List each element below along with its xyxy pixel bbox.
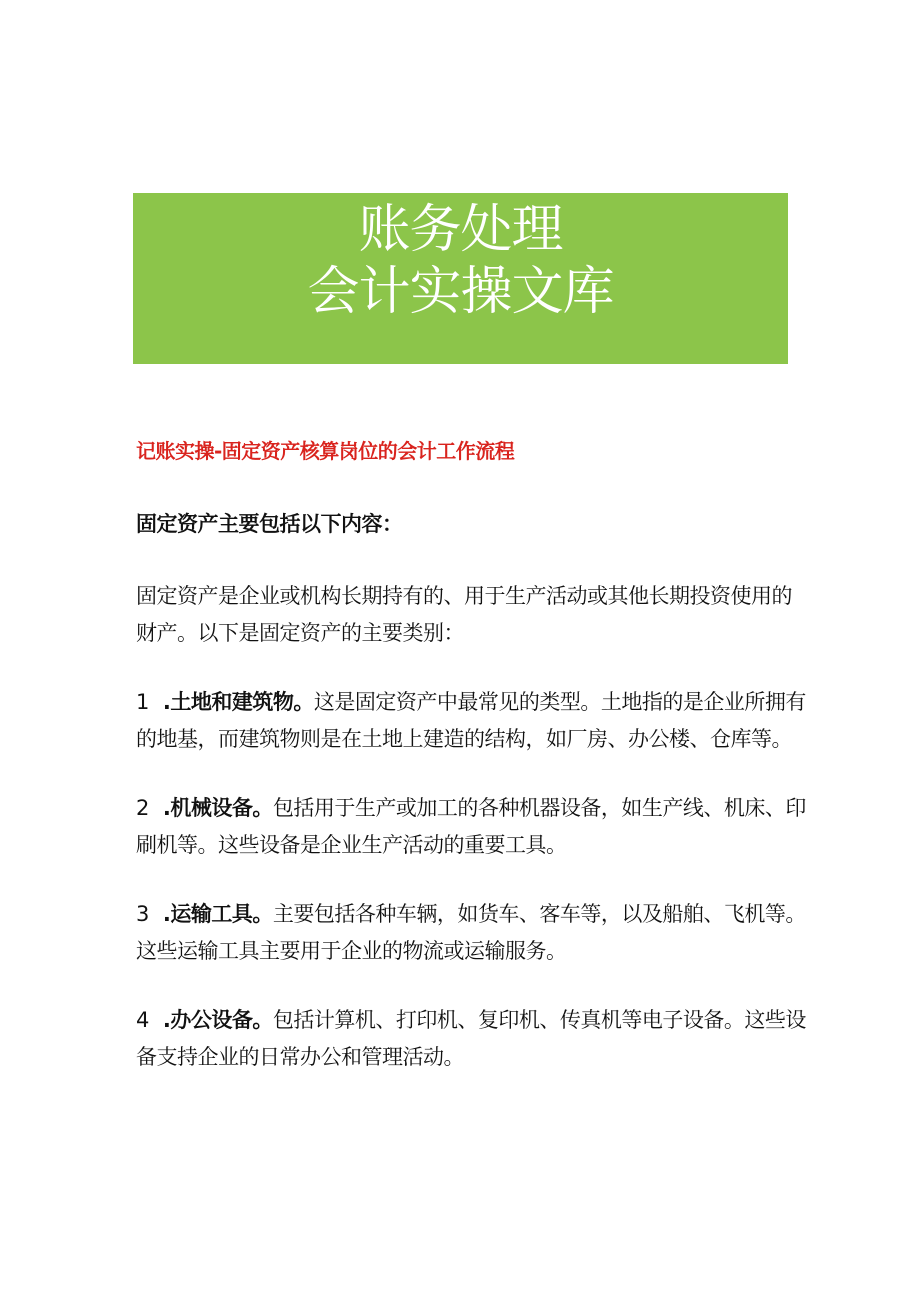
- item-number: 2: [136, 796, 149, 820]
- document-title: 记账实操-固定资产核算岗位的会计工作流程: [136, 439, 515, 463]
- item-term: .土地和建筑物。: [162, 690, 314, 714]
- intro-paragraph: 固定资产是企业或机构长期持有的、用于生产活动或其他长期投资使用的财产。以下是固定资产的主要类别：: [136, 584, 792, 645]
- list-item-office-equipment: [136, 1002, 806, 1076]
- list-item-machinery: [136, 790, 806, 864]
- item-term: .机械设备。: [162, 796, 273, 820]
- item-number: 3: [136, 902, 149, 926]
- item-number: 1: [136, 690, 149, 714]
- list-item-transport: [136, 896, 806, 970]
- header-banner: [133, 193, 788, 364]
- item-number: 4: [136, 1008, 149, 1032]
- section-heading: 固定资产主要包括以下内容：: [136, 512, 403, 536]
- item-text: 主要包括各种车辆，如货车、客车等，以及船舶、飞机等。这些运输工具主要用于企业的物流或运输服务。: [136, 902, 806, 963]
- item-term: .运输工具。: [162, 902, 273, 926]
- item-text: 包括计算机、打印机、复印机、传真机等电子设备。这些设备支持企业的日常办公和管理活动。: [136, 1008, 806, 1069]
- list-item-land-buildings: [136, 684, 806, 758]
- item-term: .办公设备。: [162, 1008, 273, 1032]
- banner-title-line-1: 账务处理: [358, 200, 563, 260]
- item-text: 包括用于生产或加工的各种机器设备，如生产线、机床、印刷机等。这些设备是企业生产活动的重要工具。: [136, 796, 806, 857]
- banner-title-line-2: 会计实操文库: [307, 262, 614, 322]
- document-body: [136, 436, 806, 1076]
- item-text: 这是固定资产中最常见的类型。土地指的是企业所拥有的地基，而建筑物则是在土地上建造的结构，如厂房、办公楼、仓库等。: [136, 690, 806, 751]
